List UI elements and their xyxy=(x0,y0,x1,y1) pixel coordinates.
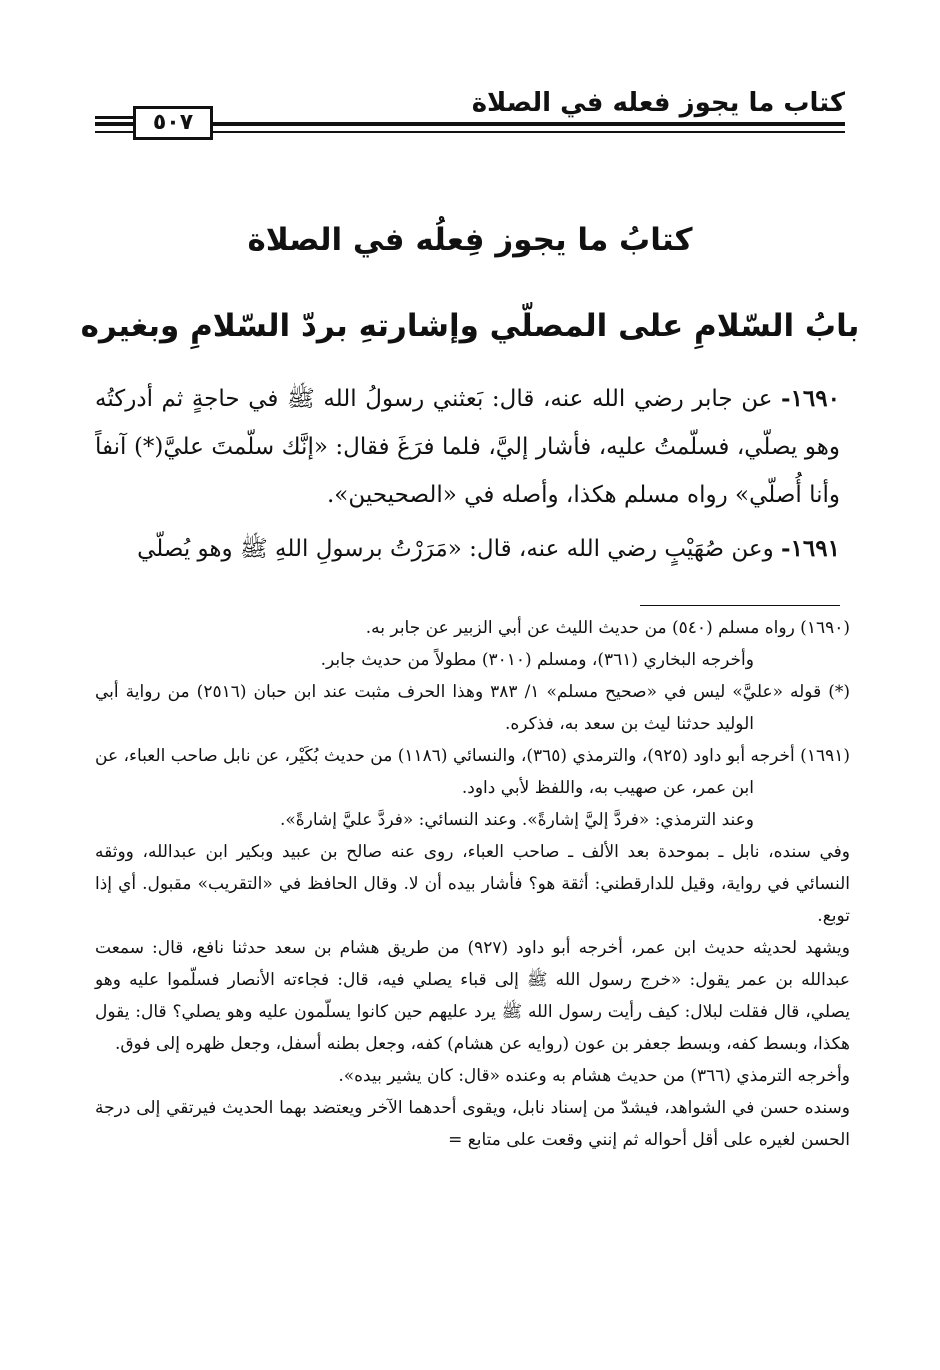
hadith-number: ١٦٩٠- xyxy=(781,385,840,412)
running-header-title: كتاب ما يجوز فعله في الصلاة xyxy=(471,88,845,118)
main-text xyxy=(95,375,840,573)
footnote: وأخرجه البخاري (٣٦١)، ومسلم (٣٠١٠) مطولاً من حديث جابر. xyxy=(320,650,754,670)
footnote: وعند الترمذي: «فردَّ إليَّ إشارةً». وعند النسائي: «فردَّ عليَّ إشارةً». xyxy=(279,810,754,830)
footnote: وفي سنده، نابل ـ بموحدة بعد الألف ـ صاحب العباء، روى عنه صالح بن عبيد وبكير ابن عبدالله، ووثقه النسائي في رواية، وقيل للدارقطني: أثقة هو؟ فأشار بيده أن لا. وقال الحافظ في «التقريب» مقبول. أي إذا توبع. xyxy=(95,842,850,926)
footnote-separator xyxy=(640,605,840,606)
footnote: (١٦٩١) أخرجه أبو داود (٩٢٥)، والترمذي (٣٦٥)، والنسائي (١١٨٦) من حديث بُكَيْر، عن نابل صاحب العباء، عن ابن عمر، عن صهيب به، واللفظ لأبي داود. xyxy=(95,746,850,798)
footnote: (١٦٩٠) رواه مسلم (٥٤٠) من حديث الليث عن أبي الزبير عن جابر به. xyxy=(365,618,850,638)
hadith-text: وعن صُهَيْبٍ رضي الله عنه، قال: «مَرَرْتُ برسولِ اللهِ ﷺ وهو يُصلّي xyxy=(137,536,774,562)
chapter-title: بابُ السّلامِ على المصلّي وإشارتهِ بردّ السّلامِ وبغيره xyxy=(80,308,860,344)
hadith-text: عن جابر رضي الله عنه، قال: بَعثني رسولُ الله ﷺ في حاجةٍ ثم أدركتُه وهو يصلّي، فسلّمتُ عليه، فأشار إليَّ، فلما فرَغَ فقال: «إنَّك سلّمتَ عليَّ(*) آنفاً وأنا أُصلّي» رواه مسلم هكذا، وأصله في «الصحيحين». xyxy=(95,386,840,508)
footnote: وسنده حسن في الشواهد، فيشدّ من إسناد نابل، ويقوى أحدهما الآخر ويعتضد بهما الحديث فيرتقي إلى درجة الحسن لغيره على أقل أحواله ثم إنني وقعت على متابع = xyxy=(95,1098,850,1150)
hadith-1690 xyxy=(95,375,840,519)
header-rule-tick xyxy=(95,116,135,119)
hadith-number: ١٦٩١- xyxy=(781,535,840,562)
footnote: ويشهد لحديثه حديث ابن عمر، أخرجه أبو داود (٩٢٧) من طريق هشام بن سعد حدثنا نافع، قال: سمعت عبدالله بن عمر يقول: «خرج رسول الله ﷺ إلى قباء يصلي فيه، قال: فجاءته الأنصار فسلّموا عليه وهو يصلي، قال فقلت لبلال: كيف رأيت رسول الله ﷺ يرد عليهم حين كانوا يسلّمون عليه وهو يصلي؟ قال: يقول هكذا، وبسط كفه، وبسط جعفر بن عون (روايه عن هشام) كفه، وجعل بطنه أسفل، وجعل ظهره إلى فوق. xyxy=(95,938,850,1054)
book-title: كتابُ ما يجوز فِعلُه في الصلاة xyxy=(247,222,693,258)
running-header xyxy=(95,88,845,140)
hadith-1691 xyxy=(95,525,840,573)
footnote: وأخرجه الترمذي (٣٦٦) من حديث هشام به وعنده «قال: كان يشير بيده». xyxy=(338,1066,850,1086)
footnotes xyxy=(95,612,850,1156)
footnote: (*) قوله «عليَّ» ليس في «صحيح مسلم» ١/ ٣٨٣ وهذا الحرف مثبت عند ابن حبان (٢٥١٦) من رواية أبي الوليد حدثنا ليث بن سعد به، فذكره. xyxy=(95,682,850,734)
page-number: ٥٠٧ xyxy=(133,106,213,140)
